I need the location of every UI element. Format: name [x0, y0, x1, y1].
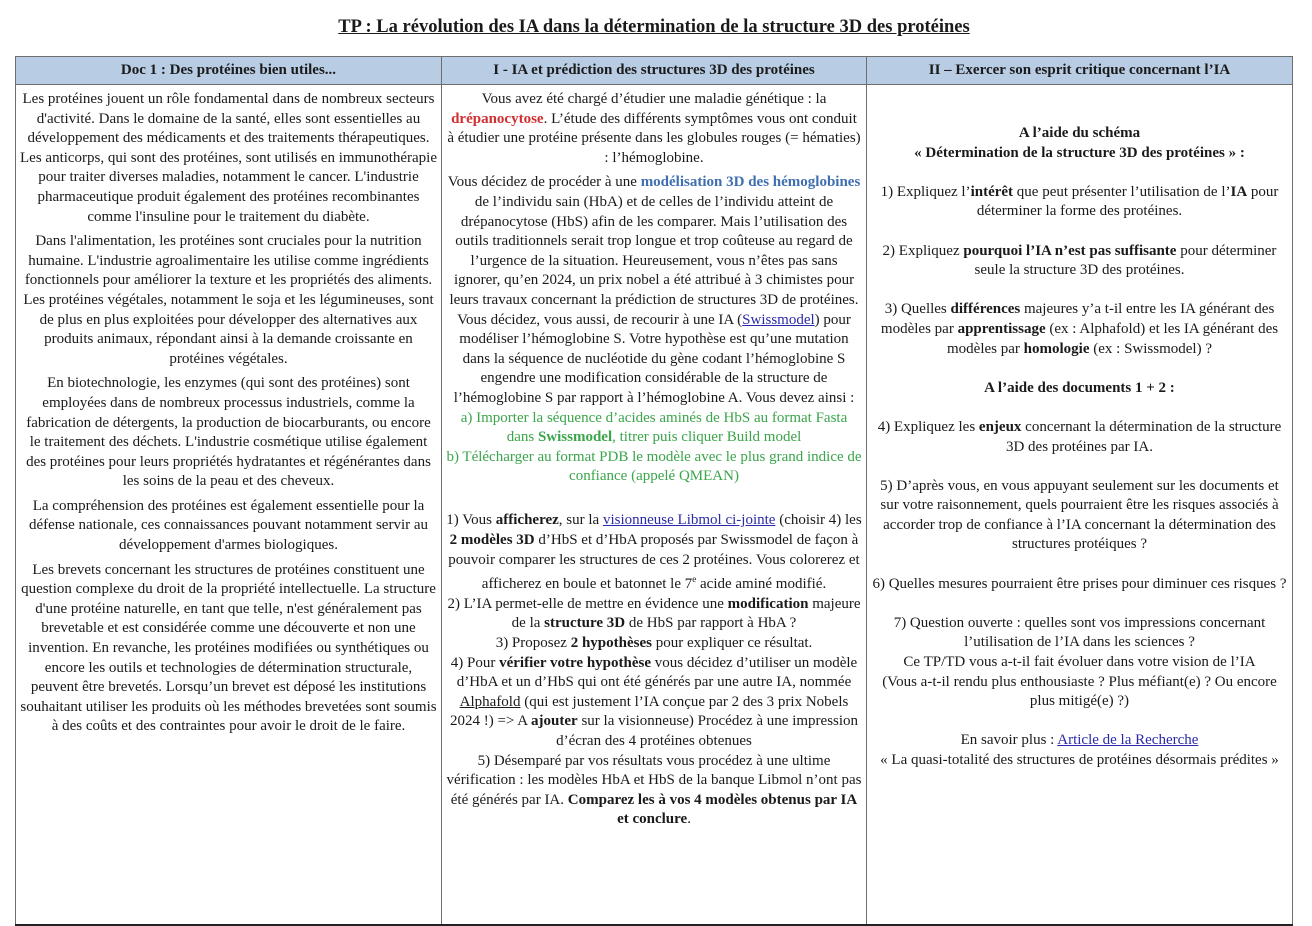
text: (ex : Alphafold) et les IA générant des modèles par: [947, 320, 1279, 357]
part1-question-2: [446, 595, 862, 634]
disease-name: drépanocytose: [451, 110, 544, 127]
part2-question-5: 5) D’après vous, en vous appuyant seulement sur les documents et sur votre raisonnement, quels pourraient être les risques associés à accorder trop de confiance à l’IA concernant la détermination des structures protéiques ?: [880, 477, 1279, 553]
text: 5) Désemparé par vos résultats vous procédez à une ultime vérification : les modèles HbA et HbS de la banque Libmol n’ont pas été générés par IA.: [446, 752, 862, 808]
text: que peut présenter l’utilisation de l’: [1013, 183, 1231, 200]
text: e: [692, 574, 697, 585]
alphafold-term: Alphafold: [459, 693, 521, 710]
text: modification: [727, 595, 809, 612]
text: . L’étude des différents symptômes vous ont conduit à étudier une protéine présente dans les globules rouges (= hématies) : l’hémoglobine.: [447, 110, 861, 166]
text: A l’aide du schéma: [1018, 125, 1141, 141]
part2-question-6: 6) Quelles mesures pourraient être prises pour diminuer ces risques ?: [872, 575, 1287, 592]
text: (qui est justement l’IA conçue par 2 des 3 prix Nobels 2024 !) => A: [449, 693, 849, 730]
part1-context: [446, 173, 862, 487]
header-doc1: Doc 1 : Des protéines bien utiles...: [16, 57, 442, 85]
doc1-paragraph-health: Les protéines jouent un rôle fondamental dans de nombreux secteurs d'activité. Dans le domaine de la santé, elles sont essentielles au développement des médicaments et des traitements thérapeutiques. Les anticorps, qui sont des protéines, sont utilisés en immunothérapie pour traiter diverses maladies, notamment le cancer. L'industrie pharmaceutique produit également des protéines recombinantes comme l'insuline pour le traitement du diabète.: [20, 91, 438, 225]
text: 1) Vous: [446, 512, 496, 529]
text: afficherez: [495, 512, 559, 529]
doc1-cell: [16, 85, 442, 926]
step-a: [461, 410, 848, 446]
text: de l’individu sain (HbA) et de celles de l’individu atteint de drépanocytose (HbS) afin de les comparer. Mais l’utilisation des outils traditionnels serait trop longue et trop coûteuse au regard de l’urgence de la situation. Heureusement, vous n’êtes pas sans ignorer, qu’en 2024, un prix nobel a été attribué à 3 chimistes pour leurs travaux concernant la prédiction de structures 3D de protéines. Vous décidez, vous aussi, de recourir à une IA (: [449, 193, 859, 328]
further-reading: [871, 731, 1288, 770]
text: 7) Question ouverte : quelles sont vos impressions concernant l’utilisation de l’IA dans les sciences ?: [893, 614, 1266, 651]
part2-question-4: [871, 418, 1288, 457]
text: structure 3D: [544, 615, 626, 632]
text: pourquoi l’IA n’est pas suffisante: [963, 242, 1177, 259]
text: Ce TP/TD vous a-t-il fait évoluer dans votre vision de l’IA: [903, 654, 1256, 671]
worksheet-table: [15, 56, 1293, 926]
text: 3) Quelles: [884, 301, 951, 318]
text: Comparez les à vos 4 modèles obtenus par IA et conclure: [567, 791, 858, 828]
spacer: [871, 555, 1288, 575]
page-title: TP : La révolution des IA dans la détermination de la structure 3D des protéines: [338, 17, 970, 37]
spacer: [871, 281, 1288, 301]
content-row: [16, 85, 1293, 926]
text: Vous décidez de procéder à une: [447, 174, 641, 191]
part1-question-5: [446, 752, 862, 830]
text: intérêt: [970, 183, 1014, 200]
documents-heading: A l’aide des documents 1 + 2 :: [984, 379, 1175, 396]
text: 4) Expliquez les: [877, 418, 979, 435]
text: 2 hypothèses: [570, 635, 652, 652]
text: différences: [950, 301, 1021, 318]
part2-question-7: [871, 614, 1288, 712]
text: vous décidez d’utiliser un modèle d’HbA et un d’HbS qui ont été générés par une autre IA, nommée: [456, 654, 858, 691]
text: enjeux: [978, 418, 1022, 435]
spacer: [871, 398, 1288, 418]
text: ) pour modéliser l’hémoglobine S. Votre hypothèse est qu’une mutation dans la séquence de nucléotide du gène codant l’hémoglobine S engendre une modification considérable de la structure de l’hémoglobine S par rapport à l’hémoglobine A. Vous devez ainsi :: [453, 311, 855, 406]
text: 1) Expliquez l’: [880, 183, 971, 200]
header-part2: II – Exercer son esprit critique concernant l’IA: [867, 57, 1293, 85]
text: (choisir 4) les: [775, 512, 862, 529]
text: 2) Expliquez: [882, 242, 964, 259]
text: concernant la détermination de la structure 3D des protéines par IA.: [1005, 418, 1282, 455]
step-b: b) Télécharger au format PDB le modèle avec le plus grand indice de confiance (appelé QMEAN): [446, 448, 862, 485]
text: 3) Proposez: [495, 635, 571, 652]
part1-question-4: [446, 654, 862, 752]
text: pour déterminer la forme des protéines.: [976, 183, 1279, 220]
text: pour déterminer seule la structure 3D des protéines.: [974, 242, 1277, 279]
part1-question-1: [446, 511, 862, 594]
schema-heading: [871, 124, 1288, 163]
text: (Vous a-t-il rendu plus enthousiaste ? Plus méfiant(e) ? Ou encore plus mitigé(e) ?): [882, 673, 1277, 710]
part2-cell: [867, 85, 1293, 926]
research-article-link[interactable]: Article de la Recherche: [1057, 732, 1199, 749]
part1-cell: [442, 85, 867, 926]
doc1-paragraph-defense: La compréhension des protéines est également essentielle pour la défense nationale, ces connaissances pouvant notamment servir au développement d'armes biologiques.: [28, 497, 429, 554]
text: Swissmodel: [537, 429, 613, 446]
text: 2) L’IA permet-elle de mettre en évidence une: [447, 595, 728, 612]
text: (ex : Swissmodel) ?: [1089, 340, 1212, 357]
spacer: [871, 712, 1288, 732]
text: , titrer puis cliquer Build model: [612, 429, 802, 446]
doc1-paragraph-patents: Les brevets concernant les structures de protéines constituent une question complexe du droit de la propriété intellectuelle. La structure d'une protéine naturelle, en tant que telle, n'est généralement pas brevetable et est considérée comme une découverte et non une invention. En revanche, les protéines modifiées ou synthétiques ou encore les outils et technologies de détermination structurale, peuvent être brevetés. Lorsqu’un brevet est déposé les institutions souhaitant utiliser les produits où les méthodes brevetées sont soumis à des coûts et des contraintes pour avoir le droit de le faire.: [20, 561, 437, 735]
part2-question-2: [871, 242, 1288, 281]
swissmodel-link[interactable]: Swissmodel: [742, 311, 815, 328]
text: 2 modèles 3D: [449, 532, 535, 549]
text: Vous avez été chargé d’étudier une maladie génétique : la: [481, 91, 827, 107]
spacer: [871, 457, 1288, 477]
text: homologie: [1023, 340, 1090, 357]
text: majeure de la: [511, 595, 861, 632]
modelling-highlight: modélisation 3D des hémoglobines: [640, 174, 861, 191]
spacer: [446, 492, 862, 512]
part2-question-1: [871, 183, 1288, 222]
text: pour expliquer ce résultat.: [651, 635, 813, 652]
part1-question-3: [446, 634, 862, 654]
header-part1: I - IA et prédiction des structures 3D des protéines: [442, 57, 867, 85]
article-quote: « La quasi-totalité des structures de protéines désormais prédites »: [880, 752, 1279, 768]
text: En savoir plus :: [960, 732, 1058, 749]
text: 4) Pour: [450, 654, 500, 671]
text: .: [687, 811, 691, 828]
text: de HbS par rapport à HbA ?: [625, 615, 797, 632]
text: a) Importer la séquence d’acides aminés de HbS au format Fasta dans: [460, 409, 848, 446]
spacer: [871, 594, 1288, 614]
spacer: [871, 222, 1288, 242]
text: d’HbS et d’HbA proposés par Swissmodel de façon à pouvoir comparer les structures de ces 2 protéines. Vous colorerez et afficherez en boule et batonnet le 7: [448, 532, 860, 593]
text: « Détermination de la structure 3D des protéines » :: [914, 144, 1245, 161]
header-row: [16, 57, 1293, 85]
text: vérifier votre hypothèse: [499, 654, 652, 671]
text: acide aminé modifié.: [696, 576, 827, 593]
text: apprentissage: [957, 320, 1046, 337]
part1-intro: [446, 90, 862, 168]
doc1-paragraph-food: Dans l'alimentation, les protéines sont cruciales pour la nutrition humaine. L'industrie agroalimentaire les utilise comme ingrédients fonctionnels pour améliorer la texture et les propriétés des aliments. Les protéines végétales, notamment le soja et les légumineuses, sont de plus en plus exploitées pour développer des alternatives aux produits animaux, répondant ainsi à la demande croissante en protéines végétales.: [23, 233, 434, 367]
libmol-viewer-link[interactable]: visionneuse Libmol ci-jointe: [602, 512, 776, 529]
text: sur la visionneuse) Procédez à une impression d’écran des 4 protéines obtenues: [556, 713, 859, 749]
text: majeures y’a t-il entre les IA générant des modèles par: [880, 301, 1275, 337]
part2-question-3: [871, 300, 1288, 359]
spacer: [871, 359, 1288, 379]
doc1-paragraph-biotech: En biotechnologie, les enzymes (qui sont des protéines) sont employées dans de nombreux processus industriels, comme la fabrication de détergents, la production de biocarburants, ou encore le traitement des déchets. L'industrie cosmétique utilise également des protéines pour leurs propriétés hydratantes et régénérantes dans les soins de la peau et des cheveux.: [26, 375, 431, 490]
spacer: [871, 163, 1288, 183]
text: , sur la: [558, 512, 603, 529]
text: ajouter: [531, 713, 578, 730]
text: IA: [1230, 183, 1248, 200]
